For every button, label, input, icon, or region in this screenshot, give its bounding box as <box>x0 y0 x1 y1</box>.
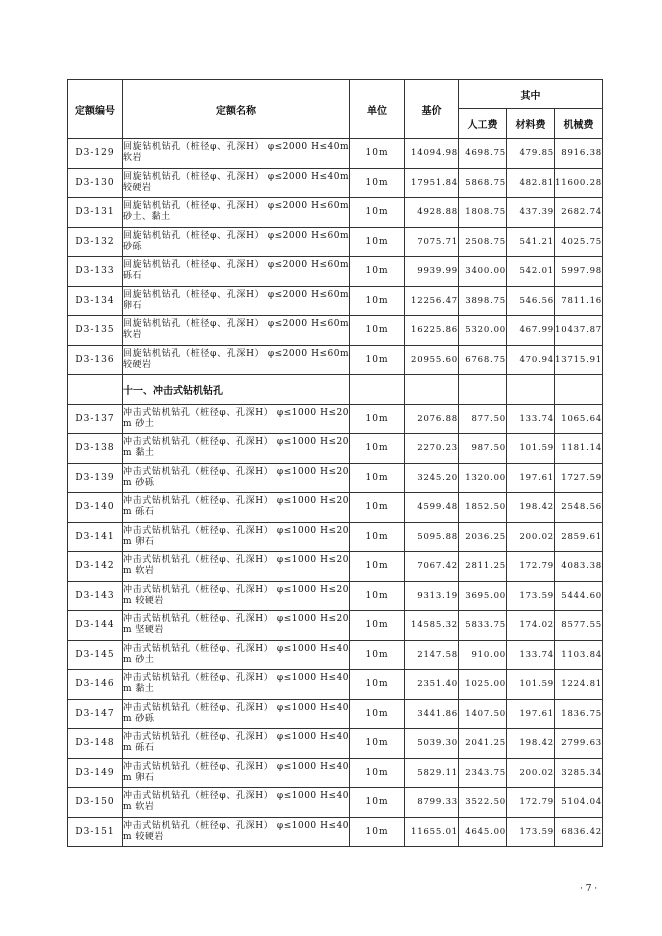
cell-material: 172.79 <box>507 788 555 818</box>
cell-labor: 877.50 <box>459 404 507 434</box>
cell-material: 200.02 <box>507 758 555 788</box>
cell-code: D3-140 <box>68 493 123 523</box>
cell-empty <box>68 375 123 405</box>
header-unit: 单位 <box>350 80 405 139</box>
cell-unit: 10m <box>350 699 405 729</box>
table-row <box>68 404 603 434</box>
cell-machine: 1103.84 <box>555 640 603 670</box>
cell-base: 5095.88 <box>405 522 459 552</box>
cell-name: 回旋钻机钻孔（桩径φ、孔深H） φ≤2000 H≤60m 较硬岩 <box>123 345 350 375</box>
cell-unit: 10m <box>350 434 405 464</box>
cell-unit: 10m <box>350 139 405 169</box>
cell-machine: 1727.59 <box>555 463 603 493</box>
cell-material: 541.21 <box>507 227 555 257</box>
cell-code: D3-142 <box>68 552 123 582</box>
cell-code: D3-145 <box>68 640 123 670</box>
cell-base: 11655.01 <box>405 817 459 847</box>
cell-name: 回旋钻机钻孔（桩径φ、孔深H） φ≤2000 H≤60m 软岩 <box>123 316 350 346</box>
cell-material: 173.59 <box>507 817 555 847</box>
cell-unit: 10m <box>350 345 405 375</box>
cell-base: 7067.42 <box>405 552 459 582</box>
cell-labor: 5868.75 <box>459 168 507 198</box>
cell-machine: 1065.64 <box>555 404 603 434</box>
cell-unit: 10m <box>350 729 405 759</box>
cell-name: 回旋钻机钻孔（桩径φ、孔深H） φ≤2000 H≤40m 软岩 <box>123 139 350 169</box>
cell-name: 回旋钻机钻孔（桩径φ、孔深H） φ≤2000 H≤60m 砂土、黏土 <box>123 198 350 228</box>
cell-machine: 10437.87 <box>555 316 603 346</box>
cell-name: 冲击式钻机钻孔（桩径φ、孔深H） φ≤1000 H≤20m 较硬岩 <box>123 581 350 611</box>
cell-labor: 1407.50 <box>459 699 507 729</box>
cell-unit: 10m <box>350 758 405 788</box>
cell-name: 冲击式钻机钻孔（桩径φ、孔深H） φ≤1000 H≤20m 砂土 <box>123 404 350 434</box>
cell-code: D3-135 <box>68 316 123 346</box>
cell-base: 14585.32 <box>405 611 459 641</box>
cell-labor: 1808.75 <box>459 198 507 228</box>
cell-machine: 1836.75 <box>555 699 603 729</box>
cell-name: 冲击式钻机钻孔（桩径φ、孔深H） φ≤1000 H≤40m 黏土 <box>123 670 350 700</box>
cell-name: 冲击式钻机钻孔（桩径φ、孔深H） φ≤1000 H≤40m 砾石 <box>123 729 350 759</box>
cell-machine: 4025.75 <box>555 227 603 257</box>
cell-code: D3-151 <box>68 817 123 847</box>
cell-labor: 1852.50 <box>459 493 507 523</box>
cell-code: D3-144 <box>68 611 123 641</box>
cell-material: 133.74 <box>507 640 555 670</box>
cell-machine: 2682.74 <box>555 198 603 228</box>
cell-base: 3441.86 <box>405 699 459 729</box>
header-code: 定额编号 <box>68 80 123 139</box>
cell-machine: 5997.98 <box>555 257 603 287</box>
cell-labor: 5833.75 <box>459 611 507 641</box>
cell-name: 冲击式钻机钻孔（桩径φ、孔深H） φ≤1000 H≤40m 砂砾 <box>123 699 350 729</box>
table-row <box>68 168 603 198</box>
cell-machine: 2548.56 <box>555 493 603 523</box>
cell-code: D3-133 <box>68 257 123 287</box>
cell-name: 回旋钻机钻孔（桩径φ、孔深H） φ≤2000 H≤60m 砾石 <box>123 257 350 287</box>
table-row <box>68 139 603 169</box>
cell-machine: 2859.61 <box>555 522 603 552</box>
cell-code: D3-150 <box>68 788 123 818</box>
cell-material: 173.59 <box>507 581 555 611</box>
cell-base: 16225.86 <box>405 316 459 346</box>
header-labor: 人工费 <box>459 109 507 139</box>
table-row <box>68 640 603 670</box>
cell-name: 冲击式钻机钻孔（桩径φ、孔深H） φ≤1000 H≤20m 黏土 <box>123 434 350 464</box>
cell-base: 5829.11 <box>405 758 459 788</box>
cell-unit: 10m <box>350 788 405 818</box>
cell-unit: 10m <box>350 670 405 700</box>
cell-unit: 10m <box>350 257 405 287</box>
table-row <box>68 434 603 464</box>
table-row <box>68 493 603 523</box>
table-row <box>68 286 603 316</box>
cell-unit: 10m <box>350 198 405 228</box>
table-header <box>68 80 603 139</box>
cell-base: 14094.98 <box>405 139 459 169</box>
header-material: 材料费 <box>507 109 555 139</box>
table-row <box>68 670 603 700</box>
cell-material: 174.02 <box>507 611 555 641</box>
cell-base: 7075.71 <box>405 227 459 257</box>
table-row <box>68 257 603 287</box>
cell-empty <box>350 375 405 405</box>
cell-material: 437.39 <box>507 198 555 228</box>
cell-material: 101.59 <box>507 434 555 464</box>
cell-name: 回旋钻机钻孔（桩径φ、孔深H） φ≤2000 H≤40m 较硬岩 <box>123 168 350 198</box>
table-row <box>68 552 603 582</box>
cell-material: 197.61 <box>507 699 555 729</box>
cell-labor: 3695.00 <box>459 581 507 611</box>
cell-unit: 10m <box>350 316 405 346</box>
cell-machine: 1224.81 <box>555 670 603 700</box>
cell-name: 冲击式钻机钻孔（桩径φ、孔深H） φ≤1000 H≤20m 砾石 <box>123 493 350 523</box>
cell-code: D3-132 <box>68 227 123 257</box>
cell-labor: 2041.25 <box>459 729 507 759</box>
cell-material: 198.42 <box>507 729 555 759</box>
section-row <box>68 375 603 405</box>
table-row <box>68 611 603 641</box>
cell-machine: 5104.04 <box>555 788 603 818</box>
table-row <box>68 522 603 552</box>
cell-labor: 2508.75 <box>459 227 507 257</box>
table-row <box>68 198 603 228</box>
cell-name: 冲击式钻机钻孔（桩径φ、孔深H） φ≤1000 H≤20m 坚硬岩 <box>123 611 350 641</box>
cell-machine: 1181.14 <box>555 434 603 464</box>
cell-unit: 10m <box>350 168 405 198</box>
cell-base: 9939.99 <box>405 257 459 287</box>
cell-name: 冲击式钻机钻孔（桩径φ、孔深H） φ≤1000 H≤20m 软岩 <box>123 552 350 582</box>
page-number: · 7 · <box>580 884 598 894</box>
cell-unit: 10m <box>350 817 405 847</box>
cell-unit: 10m <box>350 286 405 316</box>
cell-unit: 10m <box>350 611 405 641</box>
table-row <box>68 345 603 375</box>
cell-labor: 4698.75 <box>459 139 507 169</box>
cell-base: 5039.30 <box>405 729 459 759</box>
cell-labor: 1320.00 <box>459 463 507 493</box>
cell-base: 2270.23 <box>405 434 459 464</box>
cell-base: 4599.48 <box>405 493 459 523</box>
cell-labor: 3898.75 <box>459 286 507 316</box>
cell-base: 3245.20 <box>405 463 459 493</box>
cell-code: D3-146 <box>68 670 123 700</box>
cell-base: 9313.19 <box>405 581 459 611</box>
cell-base: 4928.88 <box>405 198 459 228</box>
cell-base: 2351.40 <box>405 670 459 700</box>
cell-empty <box>555 375 603 405</box>
cell-labor: 2036.25 <box>459 522 507 552</box>
cell-labor: 1025.00 <box>459 670 507 700</box>
cell-name: 冲击式钻机钻孔（桩径φ、孔深H） φ≤1000 H≤40m 砂土 <box>123 640 350 670</box>
cell-code: D3-143 <box>68 581 123 611</box>
cell-code: D3-136 <box>68 345 123 375</box>
cell-material: 546.56 <box>507 286 555 316</box>
cell-machine: 8916.38 <box>555 139 603 169</box>
cell-name: 冲击式钻机钻孔（桩径φ、孔深H） φ≤1000 H≤40m 较硬岩 <box>123 817 350 847</box>
cell-code: D3-147 <box>68 699 123 729</box>
cell-empty <box>459 375 507 405</box>
cell-unit: 10m <box>350 463 405 493</box>
header-base-price: 基价 <box>405 80 459 139</box>
cell-labor: 2343.75 <box>459 758 507 788</box>
cell-machine: 6836.42 <box>555 817 603 847</box>
cell-code: D3-131 <box>68 198 123 228</box>
cell-material: 198.42 <box>507 493 555 523</box>
cell-material: 470.94 <box>507 345 555 375</box>
cell-name: 回旋钻机钻孔（桩径φ、孔深H） φ≤2000 H≤60m 砂砾 <box>123 227 350 257</box>
table-row <box>68 316 603 346</box>
cell-base: 20955.60 <box>405 345 459 375</box>
cell-labor: 987.50 <box>459 434 507 464</box>
cell-name: 冲击式钻机钻孔（桩径φ、孔深H） φ≤1000 H≤40m 卵石 <box>123 758 350 788</box>
cell-code: D3-134 <box>68 286 123 316</box>
header-among: 其中 <box>459 80 603 109</box>
cell-unit: 10m <box>350 640 405 670</box>
table-row <box>68 788 603 818</box>
cell-machine: 3285.34 <box>555 758 603 788</box>
cell-name: 冲击式钻机钻孔（桩径φ、孔深H） φ≤1000 H≤20m 砂砾 <box>123 463 350 493</box>
section-title: 十一、冲击式钻机钻孔 <box>123 375 350 405</box>
cell-name: 冲击式钻机钻孔（桩径φ、孔深H） φ≤1000 H≤20m 卵石 <box>123 522 350 552</box>
cell-name: 冲击式钻机钻孔（桩径φ、孔深H） φ≤1000 H≤40m 软岩 <box>123 788 350 818</box>
cell-code: D3-141 <box>68 522 123 552</box>
header-name: 定额名称 <box>123 80 350 139</box>
table-row <box>68 729 603 759</box>
header-machine: 机械费 <box>555 109 603 139</box>
cell-unit: 10m <box>350 552 405 582</box>
cell-base: 17951.84 <box>405 168 459 198</box>
cell-base: 2076.88 <box>405 404 459 434</box>
cell-labor: 3522.50 <box>459 788 507 818</box>
cell-material: 172.79 <box>507 552 555 582</box>
cell-code: D3-137 <box>68 404 123 434</box>
cell-machine: 4083.38 <box>555 552 603 582</box>
cell-material: 197.61 <box>507 463 555 493</box>
cell-code: D3-148 <box>68 729 123 759</box>
table-row <box>68 699 603 729</box>
cell-empty <box>507 375 555 405</box>
cell-material: 467.99 <box>507 316 555 346</box>
cell-unit: 10m <box>350 404 405 434</box>
cell-base: 12256.47 <box>405 286 459 316</box>
cell-machine: 7811.16 <box>555 286 603 316</box>
cell-base: 8799.33 <box>405 788 459 818</box>
cell-machine: 2799.63 <box>555 729 603 759</box>
cell-code: D3-138 <box>68 434 123 464</box>
cell-code: D3-130 <box>68 168 123 198</box>
cell-code: D3-149 <box>68 758 123 788</box>
cell-material: 101.59 <box>507 670 555 700</box>
cell-unit: 10m <box>350 581 405 611</box>
cell-labor: 3400.00 <box>459 257 507 287</box>
table-row <box>68 817 603 847</box>
cell-name: 回旋钻机钻孔（桩径φ、孔深H） φ≤2000 H≤60m 卵石 <box>123 286 350 316</box>
table-body <box>68 139 603 847</box>
cell-material: 542.01 <box>507 257 555 287</box>
cell-code: D3-139 <box>68 463 123 493</box>
cell-machine: 8577.55 <box>555 611 603 641</box>
table-row <box>68 581 603 611</box>
cell-labor: 4645.00 <box>459 817 507 847</box>
cell-material: 482.81 <box>507 168 555 198</box>
cell-machine: 13715.91 <box>555 345 603 375</box>
cell-machine: 5444.60 <box>555 581 603 611</box>
cell-code: D3-129 <box>68 139 123 169</box>
table-row <box>68 463 603 493</box>
cell-unit: 10m <box>350 493 405 523</box>
cell-material: 133.74 <box>507 404 555 434</box>
cell-labor: 6768.75 <box>459 345 507 375</box>
cell-labor: 910.00 <box>459 640 507 670</box>
cell-base: 2147.58 <box>405 640 459 670</box>
cell-labor: 2811.25 <box>459 552 507 582</box>
table-row <box>68 758 603 788</box>
cell-unit: 10m <box>350 227 405 257</box>
cell-unit: 10m <box>350 522 405 552</box>
table-row <box>68 227 603 257</box>
cell-material: 479.85 <box>507 139 555 169</box>
quota-table <box>67 79 603 847</box>
cell-machine: 11600.28 <box>555 168 603 198</box>
cell-labor: 5320.00 <box>459 316 507 346</box>
cell-material: 200.02 <box>507 522 555 552</box>
cell-empty <box>405 375 459 405</box>
